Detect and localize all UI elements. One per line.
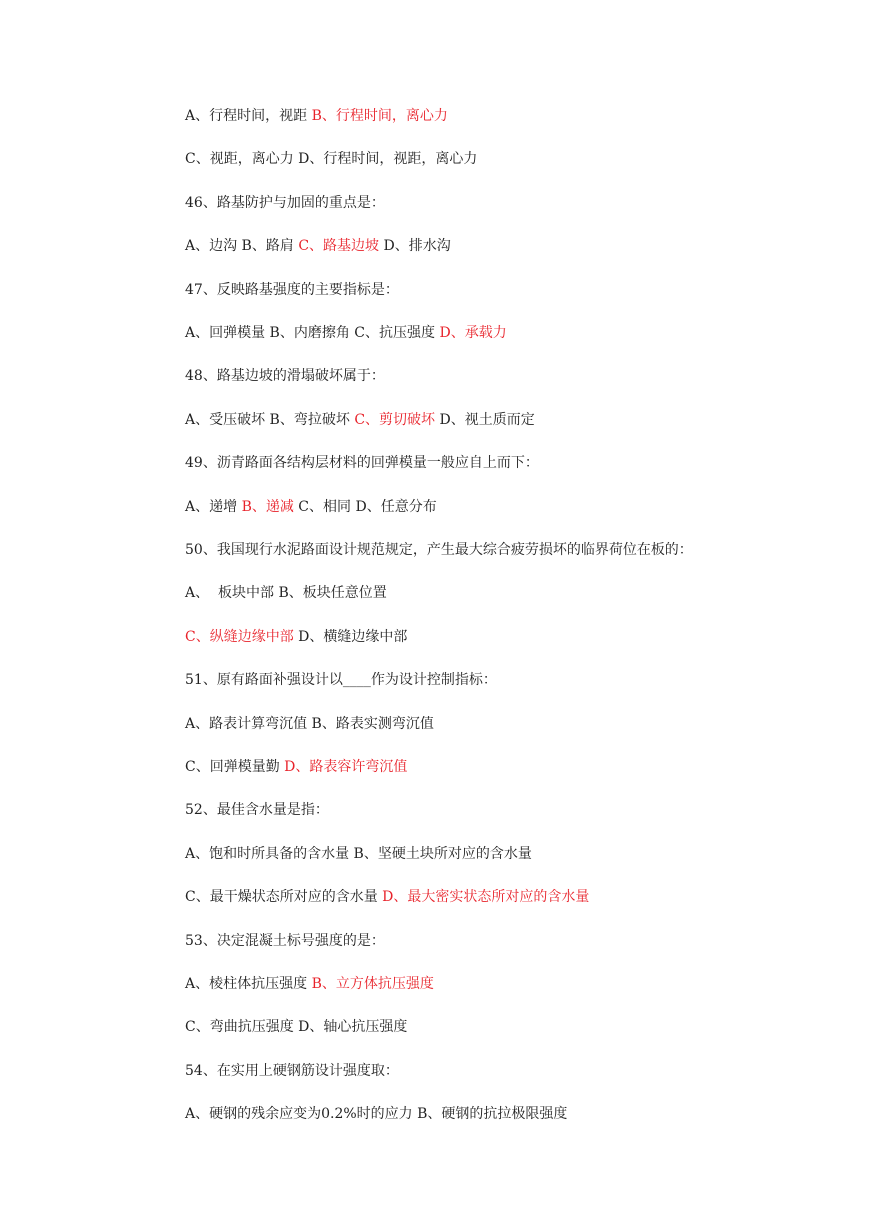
text-segment: C、弯曲抗压强度 D、轴心抗压强度 bbox=[185, 1019, 408, 1035]
text-line bbox=[185, 409, 535, 431]
text-segment: 53、决定混凝土标号强度的是： bbox=[185, 933, 385, 949]
text-segment: 49、沥青路面各结构层材料的回弹模量一般应自上而下： bbox=[185, 455, 539, 471]
answer-highlight: C、纵缝边缘中部 bbox=[185, 629, 294, 645]
text-line bbox=[185, 930, 385, 952]
text-segment: A、边沟 B、路肩 bbox=[185, 238, 299, 254]
text-line bbox=[185, 365, 385, 387]
text-line bbox=[185, 626, 407, 648]
text-segment: 48、路基边坡的滑塌破坏属于： bbox=[185, 368, 385, 384]
text-line bbox=[185, 582, 387, 604]
text-line bbox=[185, 669, 497, 691]
text-line bbox=[185, 1060, 399, 1082]
text-line bbox=[185, 886, 589, 908]
text-line bbox=[185, 105, 448, 127]
answer-highlight: D、承载力 bbox=[439, 325, 507, 341]
text-segment: C、相同 D、任意分布 bbox=[293, 499, 437, 515]
text-line bbox=[185, 496, 437, 518]
text-segment: D、视土质而定 bbox=[435, 412, 535, 428]
text-segment: 51、原有路面补强设计以____作为设计控制指标： bbox=[185, 672, 497, 688]
text-line bbox=[185, 799, 329, 821]
text-line bbox=[185, 1103, 567, 1125]
text-segment: 52、最佳含水量是指： bbox=[185, 802, 329, 818]
text-segment: A、递增 bbox=[185, 499, 242, 515]
text-line bbox=[185, 843, 532, 865]
answer-highlight: C、剪切破坏 bbox=[354, 412, 436, 428]
text-segment: A、受压破坏 B、弯拉破坏 bbox=[185, 412, 355, 428]
text-segment: C、最干燥状态所对应的含水量 bbox=[185, 889, 383, 905]
answer-highlight: D、路表容许弯沉值 bbox=[284, 759, 408, 775]
text-line bbox=[185, 235, 451, 257]
text-segment: D、排水沟 bbox=[379, 238, 451, 254]
text-line bbox=[185, 192, 385, 214]
text-segment: 47、反映路基强度的主要指标是： bbox=[185, 282, 399, 298]
text-segment: A、路表计算弯沉值 B、路表实测弯沉值 bbox=[185, 716, 434, 732]
answer-highlight: B、行程时间，离心力 bbox=[311, 108, 448, 124]
text-line bbox=[185, 756, 407, 778]
text-segment: A、饱和时所具备的含水量 B、坚硬土块所对应的含水量 bbox=[185, 846, 532, 862]
answer-highlight: D、最大密实状态所对应的含水量 bbox=[382, 889, 590, 905]
text-segment: C、回弹模量勤 bbox=[185, 759, 285, 775]
text-line bbox=[185, 452, 539, 474]
text-segment: A、回弹模量 B、内磨擦角 C、抗压强度 bbox=[185, 325, 440, 341]
text-segment: D、横缝边缘中部 bbox=[293, 629, 408, 645]
answer-highlight: C、路基边坡 bbox=[298, 238, 380, 254]
text-line bbox=[185, 279, 399, 301]
text-segment: 54、在实用上硬钢筋设计强度取： bbox=[185, 1063, 399, 1079]
answer-highlight: B、立方体抗压强度 bbox=[311, 976, 434, 992]
text-line bbox=[185, 148, 477, 170]
text-line bbox=[185, 539, 693, 561]
text-line bbox=[185, 713, 434, 735]
text-segment: A、行程时间，视距 bbox=[185, 108, 312, 124]
text-line bbox=[185, 973, 434, 995]
text-segment: 46、路基防护与加固的重点是： bbox=[185, 195, 385, 211]
text-segment: 50、我国现行水泥路面设计规范规定，产生最大综合疲劳损坏的临界荷位在板的： bbox=[185, 542, 693, 558]
text-line bbox=[185, 1016, 407, 1038]
text-segment: A、硬钢的残余应变为0.2%时的应力 B、硬钢的抗拉极限强度 bbox=[185, 1106, 568, 1122]
text-segment: A、棱柱体抗压强度 bbox=[185, 976, 312, 992]
answer-highlight: B、递减 bbox=[241, 499, 294, 515]
text-segment: C、视距，离心力 D、行程时间，视距，离心力 bbox=[185, 151, 478, 167]
text-line bbox=[185, 322, 507, 344]
text-segment: A、 板块中部 B、板块任意位置 bbox=[185, 585, 387, 601]
